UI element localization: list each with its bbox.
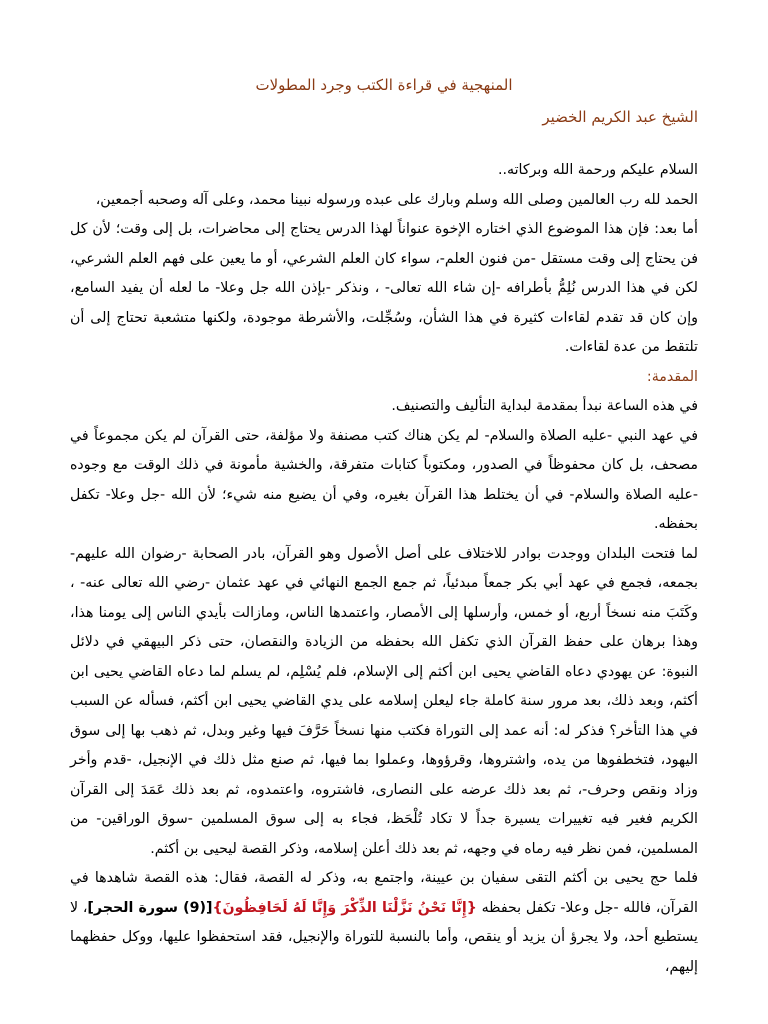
document-author: الشيخ عبد الكريم الخضير: [542, 108, 698, 126]
quran-verse: {إِنَّا نَحْنُ نَزَّلْنَا الذِّكْرَ وَإِنَّا لَهُ لَحَافِظُونَ}: [212, 899, 477, 916]
document-title: المنهجية في قراءة الكتب وجرد المطولات: [255, 76, 513, 94]
paragraph-sufyan: [70, 864, 698, 982]
verse-reference: [(9) سورة الحجر]: [87, 899, 213, 916]
paragraph-opening: في هذه الساعة نبدأ بمقدمة لبداية التأليف والتصنيف.: [391, 398, 698, 414]
greeting-line: السلام عليكم ورحمة الله وبركاته..: [497, 162, 698, 178]
paragraph-praise: الحمد لله رب العالمين وصلى الله وسلم وبارك على عبده ورسوله نبينا محمد، وعلى آله وصحبه أجمعين،: [95, 191, 698, 208]
section-heading-introduction: المقدمة:: [646, 368, 698, 385]
paragraph-compilation: لما فتحت البلدان ووجدت بوادر للاختلاف على أصل الأصول وهو القرآن، بادر الصحابة -رضوان الله عليهم- بجمعه، فجمع في عهد أبي بكر جمعاً مبدئياً، ثم جمع الجمع النهائي في عهد عثمان -رضي الله تعالى عنه- ، وكَتَبَ منه نسخاً أربع، أو خمس، وأرسلها إلى الأمصار، واعتمدها الناس، ومازالت بأيدي الناس إلى يومنا هذا، وهذا برهان على حفظ القرآن الذي تكفل الله بحفظه من الزيادة والنقصان، حتى ذكر البيهقي في دلائل النبوة: عن يهودي دعاه القاضي يحيى ابن أكثم إلى الإسلام، فلم يُسْلِم، لم يسلم لما دعاه القاضي يحيى ابن أكثم، وبعد ذلك، بعد مرور سنة كاملة جاء ليعلن إسلامه على يدي القاضي يحيى ابن أكثم، فسأله عن السبب في هذا التأخر؟ فذكر له: أنه عمد إلى التوراة فكتب منها نسخاً حَرَّفَ فيها وغير وبدل، ثم ذهب بها إلى سوق اليهود، فتخطفوها من يده، واشتروها، وقرؤوها، وعملوا بما فيها، ثم صنع مثل ذلك في الإنجيل، -قدم وأخر وزاد ونقص وحرف-، ثم بعد ذلك عرضه على النصارى، فاشتروه، واعتمدوه، ثم بعد ذلك عَمَدَ إلى القرآن الكريم فغير فيه تغييرات يسيرة جداً لا تكاد تُلْحَظ، فجاء به إلى سوق المسلمين -سوق الوراقين- من المسلمين، فمن نظر فيه رماه في وجهه، ثم بعد ذلك أعلن إسلامه، وذكر القصة ليحيى بن أكثم.: [70, 545, 698, 857]
paragraph-sufyan-continuation: ، لا يستطيع أحد، ولا يجرؤ أن يزيد أو ينقص، وأما بالنسبة للتوراة والإنجيل، فقد استحفظوا عليها، ووكل حفظهما إليهم،: [70, 899, 698, 975]
paragraph-prophet-era: في عهد النبي -عليه الصلاة والسلام- لم يكن هناك كتب مصنفة ولا مؤلفة، حتى القرآن لم يكن مجموعاً في مصحف، بل كان محفوظاً في الصدور، ومكتوباً كتابات متفرقة، والخشية مأمونة في ذلك الوقت مع وجوده -عليه الصلاة والسلام- في أن يختلط هذا القرآن بغيره، وفي أن يضيع منه شيء؛ لأن الله -جل وعلا- تكفل بحفظه.: [70, 427, 698, 532]
paragraph-intro: أما بعد: فإن هذا الموضوع الذي اختاره الإخوة عنواناً لهذا الدرس يحتاج إلى محاضرات، بل إلى وقت؛ لأن كل فن يحتاج إلى وقت مستقل -من فنون العلم-، سواء كان العلم الشرعي، أو ما يعين على فهم العلم الشرعي، لكن في هذا الدرس نُلِمُّ بأطرافه -إن شاء الله تعالى- ، ونذكر -بإذن الله جل وعلا- ما لعله أن يفيد السامع، وإن كان قد تقدم لقاءات كثيرة في هذا الشأن، وسُجِّلت، والأشرطة موجودة، ولكنها متشعبة تحتاج إلى أن تلتقط من عدة لقاءات.: [70, 221, 698, 355]
paragraph-sufyan-text: فلما حج يحيى بن أكثم التقى سفيان بن عيينة، واجتمع به، وذكر له القصة، فقال: هذه القصة شاهدها في القرآن، فالله -جل وعلا- تكفل بحفظه: [70, 870, 698, 916]
